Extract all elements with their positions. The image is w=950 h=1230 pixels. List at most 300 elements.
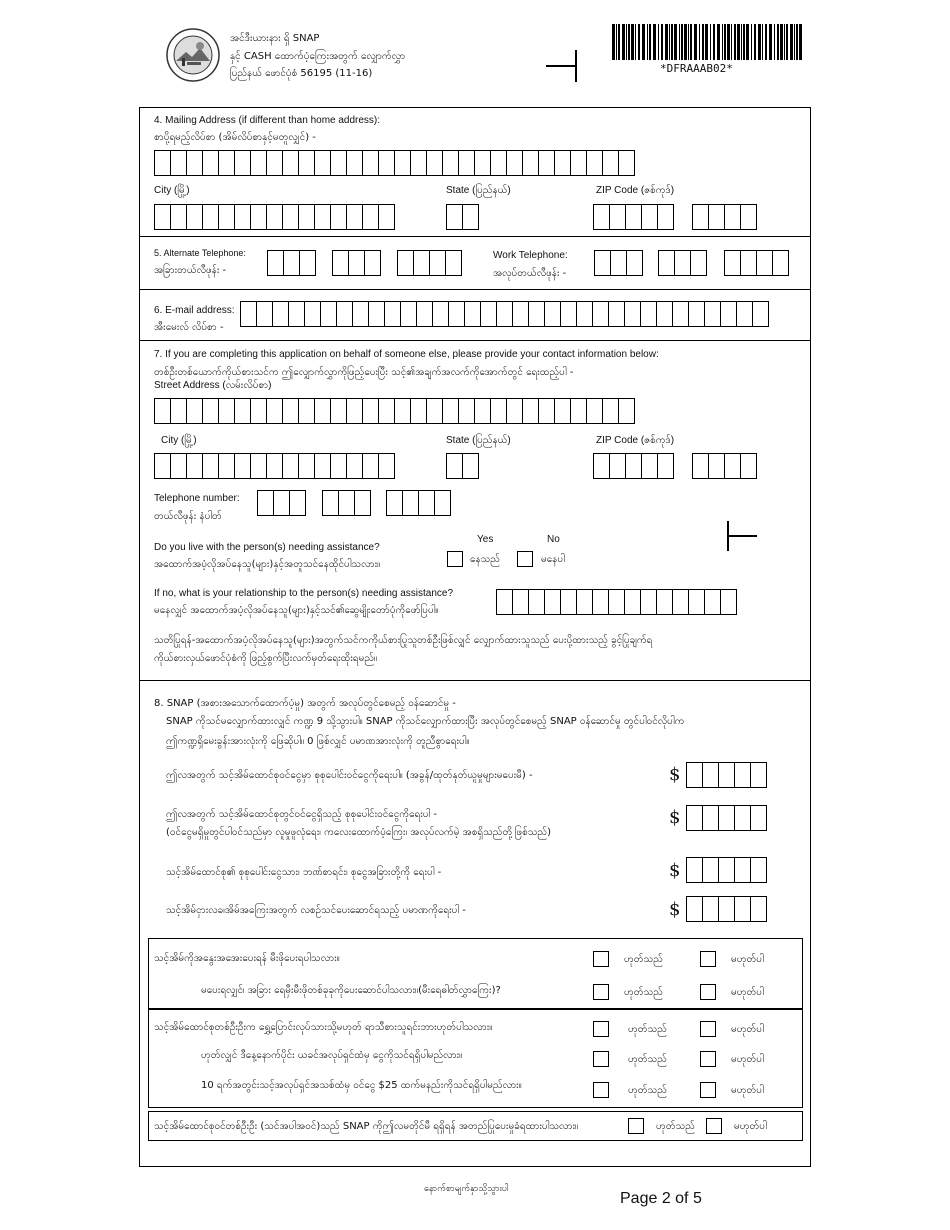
char-box[interactable] (724, 204, 741, 230)
char-box[interactable] (656, 589, 673, 615)
char-box[interactable] (154, 150, 171, 176)
s4-title-my: စာပို့ရမည့်လိပ်စာ (အိမ်လိပ်စာနှင့်မတူလျှင်) - (154, 132, 316, 143)
char-box[interactable] (330, 204, 347, 230)
registration-mark-top-stem (575, 50, 577, 82)
yn2b-yes-checkbox[interactable] (593, 1082, 609, 1098)
mailing-city-input[interactable] (154, 204, 394, 230)
char-box[interactable] (544, 589, 561, 615)
char-box[interactable] (442, 398, 459, 424)
alt-phone-line[interactable] (397, 250, 461, 276)
char-box[interactable] (346, 398, 363, 424)
char-box[interactable] (314, 453, 331, 479)
char-box[interactable] (704, 589, 721, 615)
alt-phone-prefix[interactable] (332, 250, 380, 276)
char-box[interactable] (656, 301, 673, 327)
yn2a-no-checkbox[interactable] (700, 1051, 716, 1067)
char-box[interactable] (692, 453, 709, 479)
char-box[interactable] (426, 150, 443, 176)
char-box[interactable] (570, 150, 587, 176)
yn-question-2: သင့်အိမ်ထောင်စုတစ်ဦးဦးက ရွှေ့ပြောင်းလုပ်သားသို့မဟုတ် ရာသီစားသူရင်းဘားဟုတ်ပါသလား။ (154, 1022, 493, 1033)
char-box[interactable] (154, 398, 171, 424)
char-box[interactable] (602, 150, 619, 176)
yn1-yes-label: ဟုတ်သည် (624, 954, 663, 965)
char-box[interactable] (320, 301, 337, 327)
s7-live-question-my: အထောက်အပံ့လိုအပ်နေသူ(များ)နှင့်အတူသင်နေထိုင်ပါသလား။ (154, 559, 381, 570)
rep-zip4-input[interactable] (692, 453, 756, 479)
char-box[interactable] (283, 250, 300, 276)
yn3-no-checkbox[interactable] (706, 1118, 722, 1134)
header-line-2: နှင့် CASH ထောက်ပံ့ကြေးအတွက် လျှောက်လွှာ (230, 51, 406, 62)
char-box[interactable] (304, 301, 321, 327)
char-box[interactable] (402, 490, 419, 516)
char-box[interactable] (618, 398, 635, 424)
char-box[interactable] (267, 250, 284, 276)
yn3-yes-checkbox[interactable] (628, 1118, 644, 1134)
char-box[interactable] (332, 250, 349, 276)
char-box[interactable] (657, 453, 674, 479)
char-box[interactable] (432, 301, 449, 327)
barcode (612, 24, 804, 60)
char-box[interactable] (266, 204, 283, 230)
registration-mark-top (546, 65, 576, 67)
divider (139, 680, 811, 681)
char-box[interactable] (282, 398, 299, 424)
char-box[interactable] (272, 301, 289, 327)
char-box[interactable] (218, 204, 235, 230)
char-box[interactable] (734, 762, 751, 788)
mailing-address-input[interactable] (154, 150, 634, 176)
s7-note-line-1: သတိပြုရန်-အထောက်အပံ့လိုအပ်နေသူ(များ)အတွက်သင်ကကိုယ်စားပြုသူတစ်ဦးဖြစ်လျှင် လျှောက်ထားသူသည် ပေးပို့ထားသည့် ခွင့်ပြုချက်ရ (154, 635, 653, 646)
char-box[interactable] (386, 490, 403, 516)
char-box[interactable] (186, 150, 203, 176)
char-box[interactable] (354, 490, 371, 516)
s7-relationship-question: If no, what is your relationship to the person(s) needing assistance? (154, 588, 454, 599)
char-box[interactable] (330, 150, 347, 176)
s7-state-label: State (ပြည်နယ်) (446, 435, 511, 446)
char-box[interactable] (429, 250, 446, 276)
s7-note-line-2: ကိုယ်စားလှယ်ဖောင်ပုံစံကို ဖြည့်စွက်ပြီးလက်မှတ်ရေးထိုးရမည်။ (154, 653, 378, 664)
char-box[interactable] (362, 453, 379, 479)
char-box[interactable] (512, 301, 529, 327)
char-box[interactable] (250, 150, 267, 176)
char-box[interactable] (593, 204, 610, 230)
continue-next-page: နောက်စာမျက်နှာသို့သွားပါ (424, 1184, 509, 1194)
divider (139, 236, 811, 237)
char-box[interactable] (474, 398, 491, 424)
s4-title: 4. Mailing Address (if different than home address): (154, 115, 381, 126)
char-box[interactable] (640, 589, 657, 615)
char-box[interactable] (218, 453, 235, 479)
char-box[interactable] (602, 398, 619, 424)
char-box[interactable] (250, 453, 267, 479)
yes-header: Yes (477, 534, 494, 545)
char-box[interactable] (218, 398, 235, 424)
char-box[interactable] (610, 250, 627, 276)
char-box[interactable] (756, 250, 773, 276)
yn2b-no-label: မဟုတ်ပါ (731, 1085, 764, 1096)
yn2-no-checkbox[interactable] (700, 1021, 716, 1037)
mailing-zip-input[interactable] (593, 204, 673, 230)
char-box[interactable] (772, 250, 789, 276)
state-seal-logo (166, 28, 220, 82)
char-box[interactable] (734, 805, 751, 831)
s8-question-3: သင့်အိမ်ထောင်စု၏ စုစုပေါင်းငွေသား၊ ဘဏ်စာရင်း၊ စုငွေအခြားတို့ကို ရေးပါ - (166, 867, 442, 878)
char-box[interactable] (234, 150, 251, 176)
char-box[interactable] (330, 398, 347, 424)
char-box[interactable] (250, 204, 267, 230)
char-box[interactable] (686, 805, 703, 831)
gross-income-input[interactable] (686, 762, 766, 788)
char-box[interactable] (702, 896, 719, 922)
char-box[interactable] (234, 398, 251, 424)
dollar-sign: $ (669, 807, 681, 828)
s7-title: 7. If you are completing this application on behalf of someone else, please provide your contact information below: (154, 349, 659, 360)
char-box[interactable] (496, 301, 513, 327)
char-box[interactable] (686, 857, 703, 883)
s7-phone-label: Telephone number: (154, 493, 240, 504)
char-box[interactable] (218, 150, 235, 176)
char-box[interactable] (346, 204, 363, 230)
char-box[interactable] (378, 150, 395, 176)
yn1b-no-checkbox[interactable] (700, 984, 716, 1000)
char-box[interactable] (704, 301, 721, 327)
char-box[interactable] (657, 204, 674, 230)
char-box[interactable] (750, 857, 767, 883)
char-box[interactable] (740, 250, 757, 276)
char-box[interactable] (724, 250, 741, 276)
resources-input[interactable] (686, 857, 766, 883)
char-box[interactable] (624, 589, 641, 615)
char-box[interactable] (724, 453, 741, 479)
s8-question-4: သင့်အိမ်ငှားလခ၊အိမ်အကြေးအတွက် လစဉ်သင်ပေးဆောင်ရသည့် ပမာဏကိုရေးပါ - (166, 905, 466, 916)
mailing-state-input[interactable] (446, 204, 478, 230)
char-box[interactable] (522, 150, 539, 176)
s8-question-1: ဤလအတွက် သင့်အိမ်ထောင်စုဝင်ငွေမှာ စုစုပေါင်းဝင်ငွေကိုရေးပါ။ (အခွန်/ထုတ်နုတ်ယူမှုများမပေးမီ) - (166, 770, 533, 781)
char-box[interactable] (434, 490, 451, 516)
rent-input[interactable] (686, 896, 766, 922)
char-box[interactable] (364, 250, 381, 276)
char-box[interactable] (624, 301, 641, 327)
work-phone-area[interactable] (594, 250, 642, 276)
s6-label: 6. E-mail address: (154, 305, 235, 316)
char-box[interactable] (570, 398, 587, 424)
char-box[interactable] (384, 301, 401, 327)
char-box[interactable] (458, 398, 475, 424)
alt-phone-area[interactable] (267, 250, 315, 276)
char-box[interactable] (576, 589, 593, 615)
work-phone-line[interactable] (724, 250, 788, 276)
char-box[interactable] (512, 589, 529, 615)
char-box[interactable] (672, 301, 689, 327)
char-box[interactable] (609, 453, 626, 479)
char-box[interactable] (586, 398, 603, 424)
char-box[interactable] (608, 301, 625, 327)
char-box[interactable] (686, 762, 703, 788)
s8-question-2a: ဤလအတွက် သင့်အိမ်ထောင်စုတွင်ဝင်ငွေရှိသည့် စုစုပေါင်းဝင်ငွေကိုရေးပါ - (166, 809, 437, 820)
yn2-yes-label: ဟုတ်သည် (628, 1024, 667, 1035)
char-box[interactable] (554, 150, 571, 176)
email-input[interactable] (240, 301, 768, 327)
char-box[interactable] (256, 301, 273, 327)
char-box[interactable] (368, 301, 385, 327)
char-box[interactable] (490, 398, 507, 424)
char-box[interactable] (410, 398, 427, 424)
yn2-yes-checkbox[interactable] (593, 1021, 609, 1037)
char-box[interactable] (257, 490, 274, 516)
char-box[interactable] (586, 150, 603, 176)
s8-title: 8. SNAP (အစားအသောက်ထောက်ပံ့မှု) အတွက် အလုပ်တွင်စေမည့် ဝန်ဆောင်မှု - (154, 698, 456, 709)
char-box[interactable] (554, 398, 571, 424)
char-box[interactable] (298, 150, 315, 176)
char-box[interactable] (750, 762, 767, 788)
char-box[interactable] (736, 301, 753, 327)
char-box[interactable] (718, 857, 735, 883)
rep-phone-prefix[interactable] (322, 490, 370, 516)
char-box[interactable] (480, 301, 497, 327)
char-box[interactable] (314, 150, 331, 176)
char-box[interactable] (608, 589, 625, 615)
char-box[interactable] (362, 150, 379, 176)
char-box[interactable] (496, 589, 513, 615)
char-box[interactable] (674, 250, 691, 276)
yn1-yes-checkbox[interactable] (593, 951, 609, 967)
char-box[interactable] (688, 589, 705, 615)
mailing-zip4-input[interactable] (692, 204, 756, 230)
char-box[interactable] (692, 204, 709, 230)
yn-question-2b: 10 ရက်အတွင်းသင့်အလုပ်ရှင်အသစ်ထံမှ ဝင်ငွေ $25 ထက်မနည်းကိုသင်ရရှိပါမည်လား။ (201, 1080, 522, 1091)
char-box[interactable] (442, 150, 459, 176)
char-box[interactable] (418, 490, 435, 516)
char-box[interactable] (362, 398, 379, 424)
char-box[interactable] (170, 398, 187, 424)
char-box[interactable] (626, 250, 643, 276)
char-box[interactable] (240, 301, 257, 327)
char-box[interactable] (289, 490, 306, 516)
char-box[interactable] (750, 805, 767, 831)
char-box[interactable] (202, 204, 219, 230)
rep-street-input[interactable] (154, 398, 634, 424)
char-box[interactable] (458, 150, 475, 176)
char-box[interactable] (346, 150, 363, 176)
yn-question-2a: ဟုတ်လျှင် ဒီနေ့နောက်ပိုင်း ယခင်အလုပ်ရှင်ထံမှ ငွေကိုသင်ရရှိပါမည်လား။ (201, 1050, 463, 1061)
char-box[interactable] (560, 589, 577, 615)
char-box[interactable] (266, 453, 283, 479)
char-box[interactable] (154, 453, 171, 479)
char-box[interactable] (538, 150, 555, 176)
char-box[interactable] (298, 453, 315, 479)
char-box[interactable] (413, 250, 430, 276)
s4-city-label: City (မြို့) (154, 185, 190, 196)
char-box[interactable] (346, 453, 363, 479)
char-box[interactable] (593, 453, 610, 479)
char-box[interactable] (702, 805, 719, 831)
char-box[interactable] (202, 398, 219, 424)
char-box[interactable] (702, 762, 719, 788)
char-box[interactable] (490, 150, 507, 176)
relationship-input[interactable] (496, 589, 736, 615)
char-box[interactable] (528, 589, 545, 615)
yn2a-yes-checkbox[interactable] (593, 1051, 609, 1067)
char-box[interactable] (686, 896, 703, 922)
yn1b-no-label: မဟုတ်ပါ (731, 987, 764, 998)
char-box[interactable] (250, 398, 267, 424)
char-box[interactable] (299, 250, 316, 276)
rep-city-input[interactable] (154, 453, 394, 479)
yn1-no-checkbox[interactable] (700, 951, 716, 967)
char-box[interactable] (314, 398, 331, 424)
char-box[interactable] (718, 896, 735, 922)
live-with-yes-checkbox[interactable] (447, 551, 463, 567)
char-box[interactable] (426, 398, 443, 424)
rep-state-input[interactable] (446, 453, 478, 479)
char-box[interactable] (338, 490, 355, 516)
char-box[interactable] (528, 301, 545, 327)
char-box[interactable] (592, 589, 609, 615)
char-box[interactable] (352, 301, 369, 327)
char-box[interactable] (688, 301, 705, 327)
yn2a-yes-label: ဟုတ်သည် (628, 1054, 667, 1065)
char-box[interactable] (378, 204, 395, 230)
char-box[interactable] (594, 250, 611, 276)
char-box[interactable] (658, 250, 675, 276)
char-box[interactable] (186, 453, 203, 479)
divider (139, 289, 811, 290)
char-box[interactable] (702, 857, 719, 883)
s8-intro-line-1: SNAP ကိုသင်မလျှောက်ထားလျှင် ကဏ္ဍ 9 သို့သွားပါ။ SNAP ကိုသင်လျှောက်ထားပြီး အလုပ်တွင်စေမည့် SNAP ဝန်ဆောင်မှု တွင်ပါဝင်လိုပါက (166, 716, 685, 727)
char-box[interactable] (734, 857, 751, 883)
char-box[interactable] (362, 204, 379, 230)
char-box[interactable] (506, 150, 523, 176)
char-box[interactable] (330, 453, 347, 479)
char-box[interactable] (400, 301, 417, 327)
char-box[interactable] (576, 301, 593, 327)
char-box[interactable] (186, 398, 203, 424)
char-box[interactable] (322, 490, 339, 516)
char-box[interactable] (618, 150, 635, 176)
char-box[interactable] (690, 250, 707, 276)
char-box[interactable] (625, 453, 642, 479)
char-box[interactable] (336, 301, 353, 327)
s7-relationship-question-my: မနေလျှင် အထောက်အပံ့လိုအပ်နေသူ(များ)နှင့်သင်၏ဆွေမျိုးတော်ပုံကိုဖော်ပြပါ။ (154, 605, 439, 616)
char-box[interactable] (708, 204, 725, 230)
char-box[interactable] (170, 150, 187, 176)
s7-phone-label-my: တယ်လီဖုန်း နံပါတ် (154, 511, 222, 522)
yn2b-no-checkbox[interactable] (700, 1082, 716, 1098)
char-box[interactable] (734, 896, 751, 922)
s5-alt-label: 5. Alternate Telephone: (154, 248, 246, 258)
char-box[interactable] (640, 301, 657, 327)
char-box[interactable] (410, 150, 427, 176)
char-box[interactable] (474, 150, 491, 176)
char-box[interactable] (282, 150, 299, 176)
yn-question-1b: မပေးရလျှင်၊ အခြား ရေမှီးမီးဖိုတစ်ခုခုကိုပေးဆောင်ပါသလား။(မီးရေဓါတ်လွှာကြေး)? (201, 985, 501, 996)
char-box[interactable] (234, 453, 251, 479)
char-box[interactable] (348, 250, 365, 276)
yn-question-3: သင့်အိမ်ထောင်စုဝင်တစ်ဦးဦး (သင်အပါအဝင်)သည် SNAP ကိုဤလမတိုင်မီ ရရှိရန် အတည်ပြုပေးမှုခံရထားပါသလား။ (154, 1121, 579, 1132)
char-box[interactable] (394, 150, 411, 176)
registration-mark-right (727, 535, 757, 537)
char-box[interactable] (378, 398, 395, 424)
char-box[interactable] (446, 204, 463, 230)
work-phone-prefix[interactable] (658, 250, 706, 276)
yn1b-yes-checkbox[interactable] (593, 984, 609, 1000)
char-box[interactable] (186, 204, 203, 230)
page-number: Page 2 of 5 (620, 1190, 702, 1207)
char-box[interactable] (445, 250, 462, 276)
char-box[interactable] (544, 301, 561, 327)
char-box[interactable] (592, 301, 609, 327)
char-box[interactable] (446, 453, 463, 479)
char-box[interactable] (282, 453, 299, 479)
char-box[interactable] (462, 204, 479, 230)
char-box[interactable] (718, 762, 735, 788)
char-box[interactable] (506, 398, 523, 424)
char-box[interactable] (234, 204, 251, 230)
char-box[interactable] (752, 301, 769, 327)
char-box[interactable] (394, 398, 411, 424)
char-box[interactable] (416, 301, 433, 327)
divider (139, 340, 811, 341)
char-box[interactable] (170, 453, 187, 479)
char-box[interactable] (154, 204, 171, 230)
char-box[interactable] (202, 453, 219, 479)
char-box[interactable] (720, 301, 737, 327)
char-box[interactable] (202, 150, 219, 176)
s7-city-label: City (မြို့) (161, 435, 197, 446)
char-box[interactable] (625, 204, 642, 230)
char-box[interactable] (397, 250, 414, 276)
char-box[interactable] (750, 896, 767, 922)
char-box[interactable] (560, 301, 577, 327)
char-box[interactable] (273, 490, 290, 516)
live-with-no-checkbox[interactable] (517, 551, 533, 567)
char-box[interactable] (641, 453, 658, 479)
s6-label-my: အီးမေးလ် လိပ်စာ - (154, 322, 224, 333)
char-box[interactable] (378, 453, 395, 479)
char-box[interactable] (740, 204, 757, 230)
char-box[interactable] (448, 301, 465, 327)
rep-phone-line[interactable] (386, 490, 450, 516)
char-box[interactable] (718, 805, 735, 831)
rep-zip-input[interactable] (593, 453, 673, 479)
char-box[interactable] (282, 204, 299, 230)
char-box[interactable] (314, 204, 331, 230)
char-box[interactable] (288, 301, 305, 327)
char-box[interactable] (462, 453, 479, 479)
unearned-income-input[interactable] (686, 805, 766, 831)
char-box[interactable] (538, 398, 555, 424)
char-box[interactable] (708, 453, 725, 479)
char-box[interactable] (522, 398, 539, 424)
char-box[interactable] (170, 204, 187, 230)
char-box[interactable] (298, 398, 315, 424)
char-box[interactable] (298, 204, 315, 230)
rep-phone-area[interactable] (257, 490, 305, 516)
char-box[interactable] (641, 204, 658, 230)
char-box[interactable] (672, 589, 689, 615)
char-box[interactable] (266, 398, 283, 424)
char-box[interactable] (740, 453, 757, 479)
s4-state-label: State (ပြည်နယ်) (446, 185, 511, 196)
char-box[interactable] (464, 301, 481, 327)
no-header: No (547, 534, 560, 545)
s7-street-label: Street Address (လမ်းလိပ်စာ) (154, 380, 272, 391)
char-box[interactable] (266, 150, 283, 176)
char-box[interactable] (720, 589, 737, 615)
form-number: ပြည်နယ် ဖောင်ပုံစံ 56195 (11-16) (230, 68, 373, 79)
s7-live-question: Do you live with the person(s) needing assistance? (154, 542, 380, 553)
char-box[interactable] (609, 204, 626, 230)
